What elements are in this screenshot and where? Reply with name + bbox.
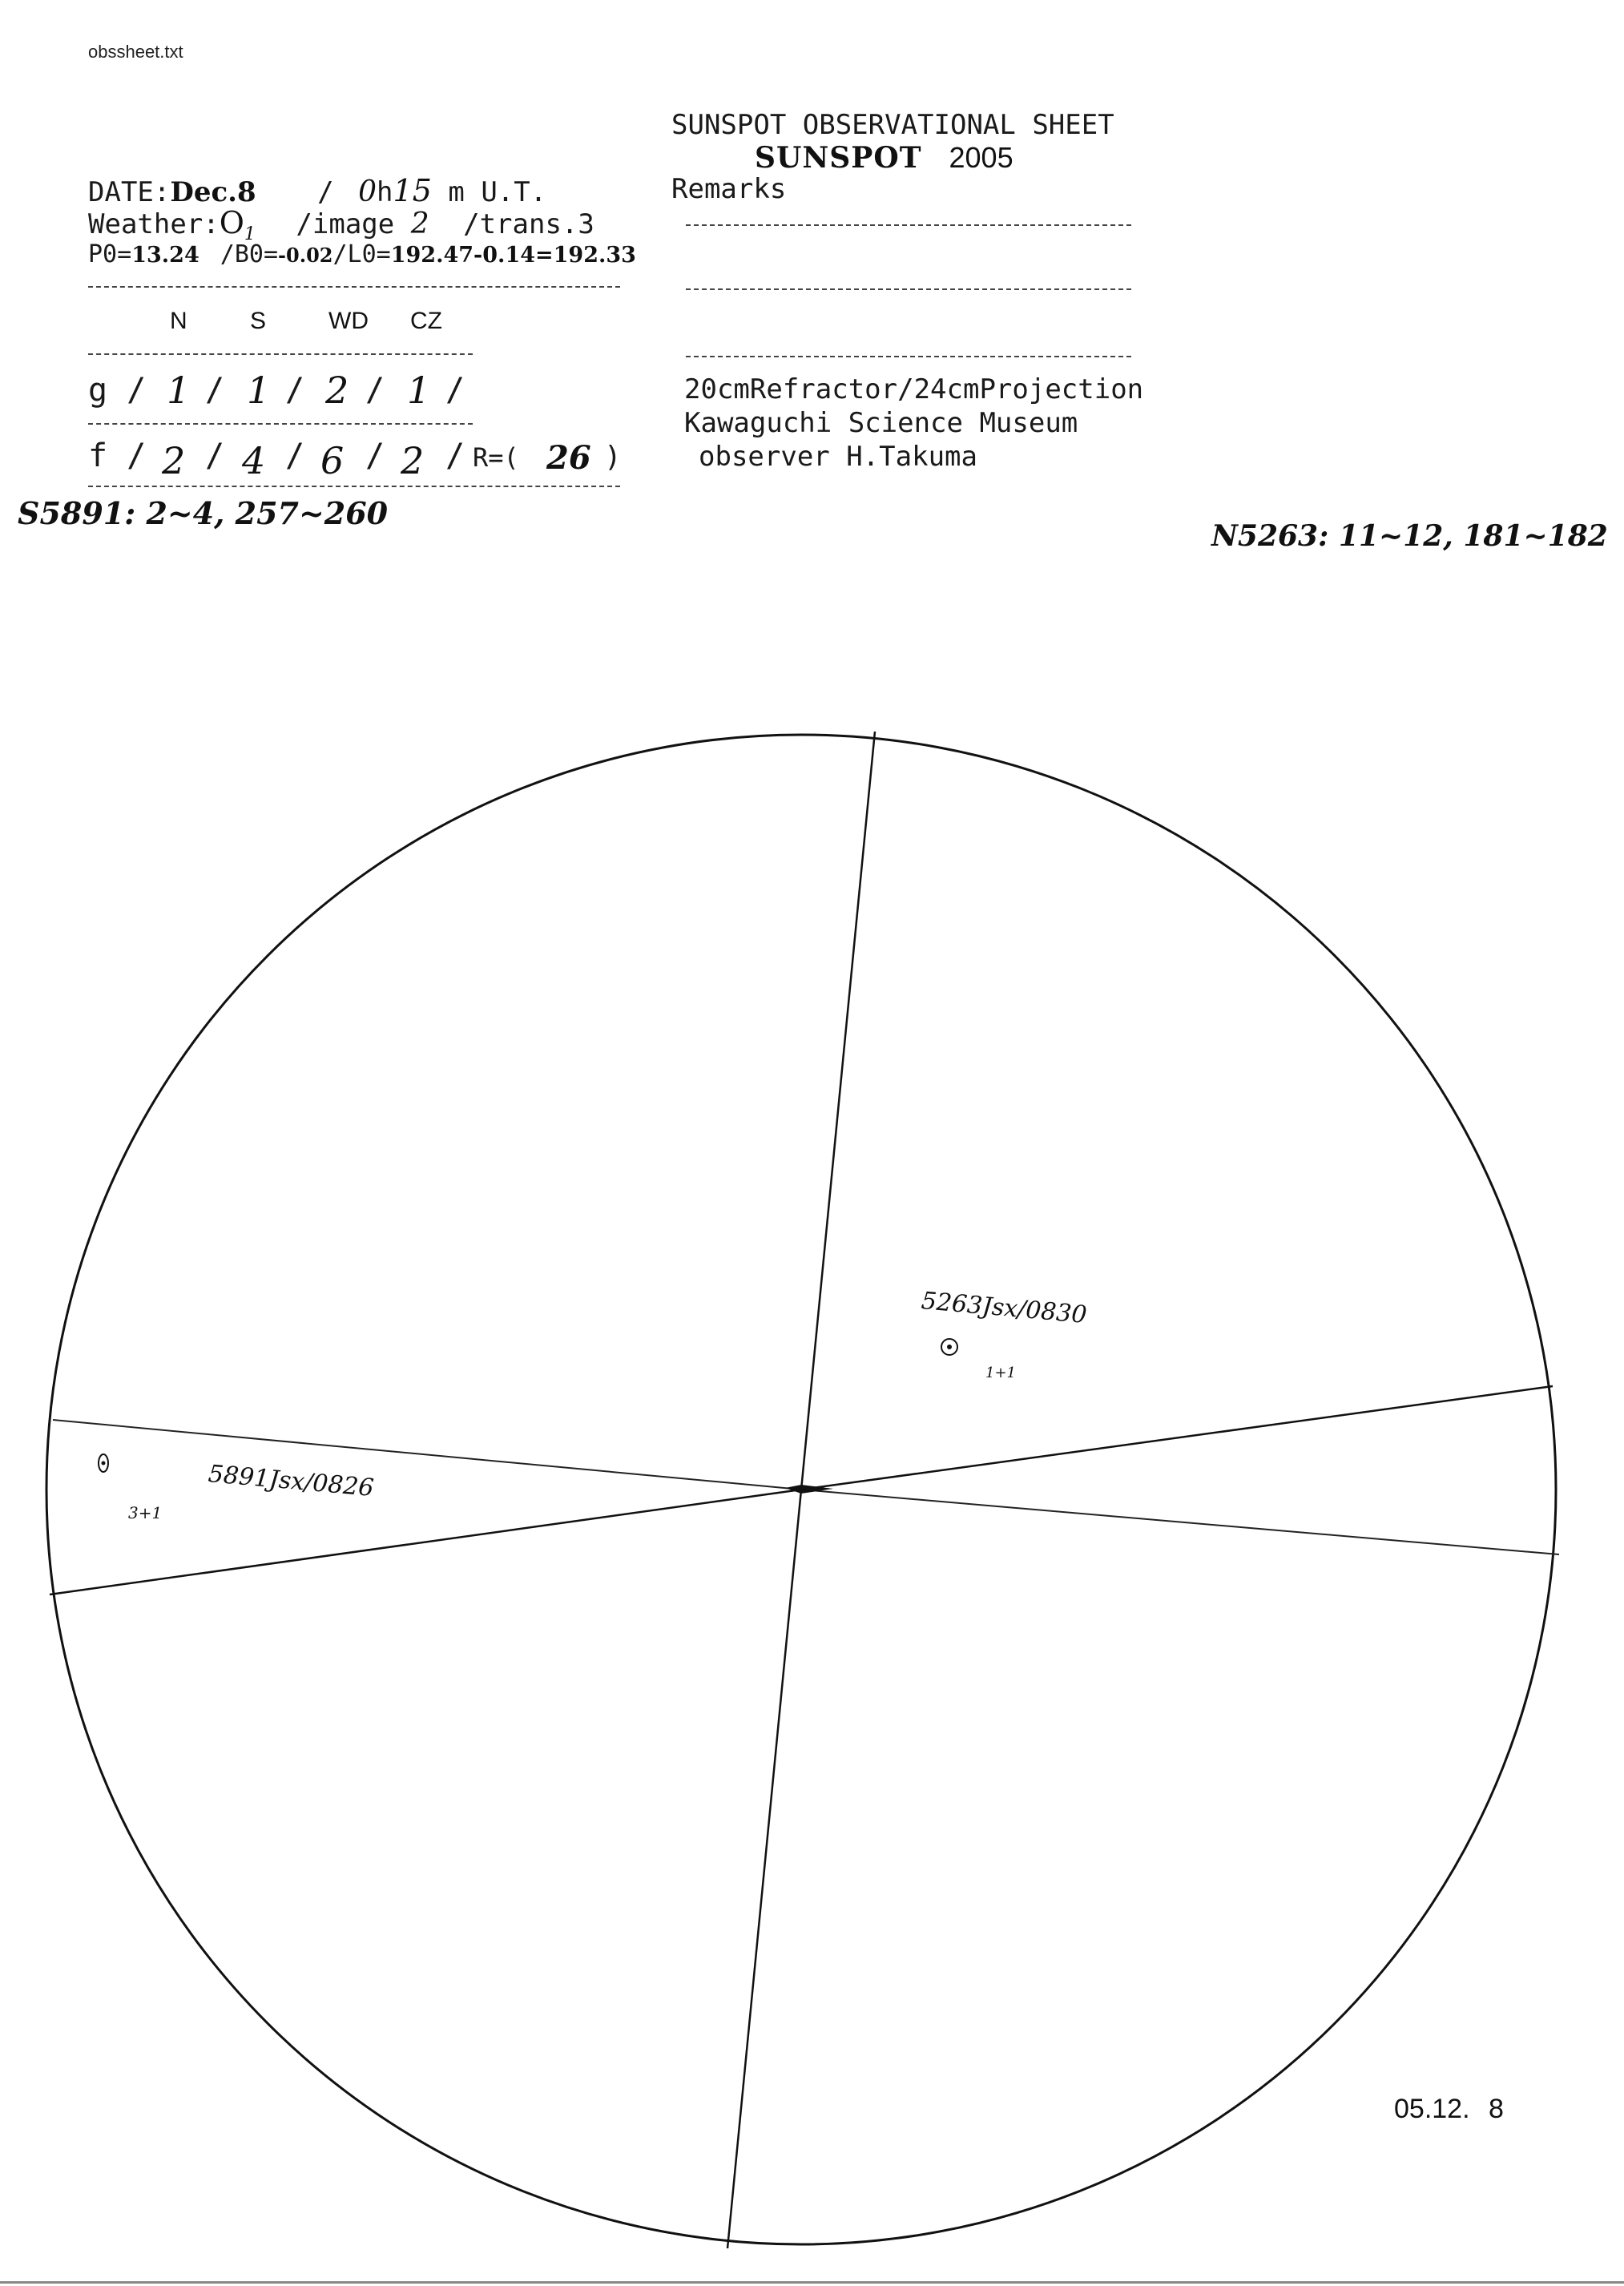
image-value: 2 (410, 208, 429, 240)
date-sep: / (317, 176, 334, 208)
subtitle-word: SUNSPOT (755, 141, 922, 175)
b0-label: /B0= (220, 240, 279, 268)
sunspot-group-5891-spot (102, 1462, 106, 1466)
f-s: 4 (242, 439, 266, 482)
minute-value: 15 (393, 173, 432, 208)
l0-value: 192.47-0.14=192.33 (390, 243, 636, 268)
b0-value: -0.02 (278, 244, 333, 267)
g-cz: 1 (407, 369, 431, 412)
hour-unit: h (377, 176, 393, 208)
equipment-line-3: observer H.Takuma (699, 441, 977, 473)
p0-label: P0= (88, 240, 132, 268)
weather-label: Weather: (88, 208, 220, 240)
equipment-line-1: 20cmRefractor/24cmProjection (684, 373, 1144, 405)
footer-page: 8 (1488, 2094, 1504, 2124)
page-bottom-edge (0, 2281, 1624, 2284)
r-close: ) (604, 441, 622, 474)
l0-label: /L0= (332, 240, 391, 268)
remarks-label: Remarks (671, 173, 787, 205)
file-name: obssheet.txt (88, 42, 183, 62)
f-n: 2 (162, 439, 186, 482)
subtitle-year: 2005 (949, 141, 1013, 174)
f-cz: 2 (401, 439, 425, 482)
header-n: N (170, 308, 187, 334)
p0-value: 13.24 (131, 243, 199, 268)
f-label: f / (88, 437, 147, 474)
minute-unit: m (448, 176, 465, 208)
g-s: 1 (247, 369, 271, 412)
r-label: R=( (473, 442, 519, 473)
f-wd: 6 (320, 439, 345, 482)
g-wd: 2 (325, 369, 349, 412)
header-s: S (250, 308, 267, 334)
equator-line-lower-left (50, 1490, 801, 1595)
equator-line-lower-right (801, 1490, 1559, 1554)
region-note-north: N5263: 11~12, 181~182 (1211, 519, 1608, 553)
group-5263-label: 5263Jsx/0830 (920, 1287, 1088, 1329)
image-label: /image (296, 208, 395, 240)
equator-line-upper-right (801, 1386, 1553, 1490)
date-label: DATE: (88, 176, 171, 208)
trans-label: /trans.3 (463, 208, 594, 240)
header-wd: WD (328, 308, 369, 334)
region-note-south: S5891: 2~4, 257~260 (18, 495, 389, 531)
date-value: Dec.8 (170, 176, 256, 208)
f-row: f / 2 / 4 / 6 / 2 / R=( 26 ) (88, 437, 622, 482)
equator-line-upper-left (53, 1420, 801, 1490)
header-cz: CZ (410, 308, 442, 334)
group-5891-label: 5891Jsx/0826 (207, 1460, 375, 1502)
g-row: g / 1 / 1 / 2 / 1 / (88, 369, 465, 412)
g-n: 1 (167, 369, 191, 412)
footer-date: 05.12. (1394, 2094, 1470, 2124)
ut-label: U.T. (481, 176, 547, 208)
footer-date-stamp (1394, 2094, 1504, 2125)
sheet-title: SUNSPOT OBSERVATIONAL SHEET (671, 109, 1114, 141)
r-value: 26 (546, 439, 591, 477)
weather-sub: 1 (244, 224, 256, 244)
g-label: g / (88, 372, 147, 409)
group-5891-count: 3+1 (128, 1503, 163, 1522)
sunspot-group-5263-spot (947, 1345, 952, 1349)
equipment-line-2: Kawaguchi Science Museum (684, 407, 1078, 439)
hour-value: 0 (358, 175, 377, 208)
group-5263-count: 1+1 (985, 1365, 1016, 1381)
weather-value: O (219, 205, 244, 240)
